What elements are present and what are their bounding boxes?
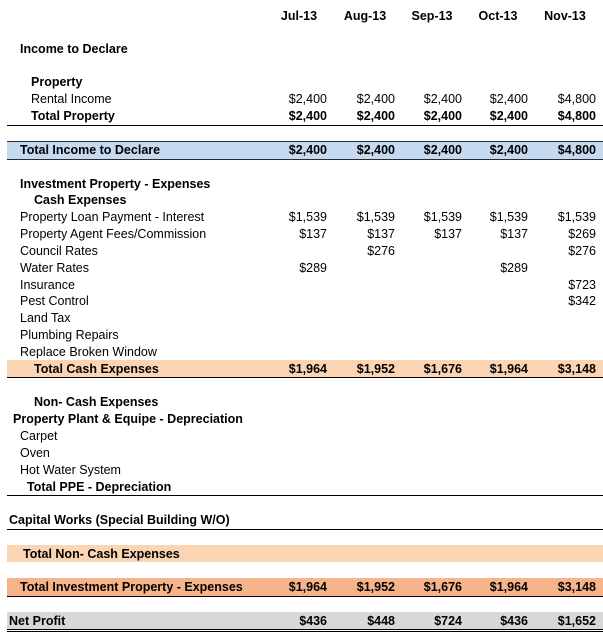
total-property-row[interactable] [0,108,603,124]
non-cash-heading-row [0,394,603,410]
cell-value: $436 [500,614,528,628]
cell-value: $1,539 [423,210,462,224]
table-row[interactable] [0,344,603,360]
cell-value: $1,676 [423,580,462,594]
property-heading-row [0,74,603,90]
cell-value: $723 [568,278,596,292]
total-income-row[interactable] [0,142,603,158]
row-label: Oven [20,446,50,460]
row-label: Pest Control [20,294,89,308]
row-label: Water Rates [20,261,90,275]
cell-value: $1,964 [489,362,528,376]
cell-value: $289 [299,261,327,275]
cell-value: $137 [434,227,462,241]
cash-heading: Cash Expenses [34,193,127,207]
cell-value: $1,539 [557,210,596,224]
cell-value: $2,400 [423,109,462,123]
row-label: Net Profit [9,614,66,628]
table-row[interactable] [0,293,603,309]
total-cash-row[interactable] [0,361,603,377]
cell-value: $1,539 [288,210,327,224]
cell-value: $137 [500,227,528,241]
cell-value: $276 [367,244,395,258]
cash-heading-row [0,192,603,208]
expenses-section-title-row [0,176,603,192]
cell-value: $2,400 [356,143,395,157]
divider [7,377,603,378]
column-header[interactable]: Oct-13 [478,9,518,23]
row-label: Total Investment Property - Expenses [20,580,243,594]
table-row[interactable] [0,428,603,444]
table-row[interactable] [0,209,603,225]
non-cash-heading: Non- Cash Expenses [34,395,159,409]
row-label: Total Property [31,109,115,123]
table-row[interactable] [0,445,603,461]
cell-value: $342 [568,294,596,308]
divider [7,529,603,530]
total-non-cash-row[interactable] [0,546,603,562]
row-label: Land Tax [20,311,71,325]
column-header[interactable]: Jul-13 [280,9,318,23]
cell-value: $1,952 [356,362,395,376]
cell-value: $2,400 [356,92,395,106]
column-header[interactable]: Sep-13 [411,9,453,23]
cell-value: $137 [367,227,395,241]
cell-value: $3,148 [557,362,596,376]
row-label: Total Non- Cash Expenses [23,547,180,561]
table-row[interactable] [0,91,603,107]
cell-value: $2,400 [423,143,462,157]
column-header[interactable]: Aug-13 [343,9,387,23]
column-header[interactable]: Nov-13 [544,9,586,23]
row-label: Council Rates [20,244,98,258]
row-label: Replace Broken Window [20,345,157,359]
cell-value: $2,400 [489,92,528,106]
cell-value: $1,676 [423,362,462,376]
divider [7,125,603,126]
table-row[interactable] [0,310,603,326]
cell-value: $2,400 [288,92,327,106]
row-label: Hot Water System [20,463,121,477]
row-label: Total Cash Expenses [34,362,159,376]
divider [7,596,603,597]
cell-value: $2,400 [489,109,528,123]
row-label: Rental Income [31,92,112,106]
row-label: Carpet [20,429,58,443]
ppe-heading-row [0,411,603,427]
table-row[interactable] [0,226,603,242]
cell-value: $724 [434,614,462,628]
divider [7,629,603,630]
income-section-title-row [0,41,603,57]
cell-value: $269 [568,227,596,241]
cell-value: $1,952 [356,580,395,594]
net-profit-row[interactable] [0,613,603,629]
cell-value: $3,148 [557,580,596,594]
total-ppe-row[interactable] [0,479,603,495]
cell-value: $276 [568,244,596,258]
table-row[interactable] [0,462,603,478]
cell-value: $2,400 [489,143,528,157]
table-row[interactable] [0,277,603,293]
cell-value: $1,652 [557,614,596,628]
cell-value: $1,539 [489,210,528,224]
cell-value: $1,964 [288,362,327,376]
table-row[interactable] [0,327,603,343]
cell-value: $4,800 [557,143,596,157]
row-label: Property Agent Fees/Commission [20,227,207,241]
row-label: Total Income to Declare [20,143,161,157]
row-label: Capital Works (Special Building W/O) [9,513,230,527]
row-label: Insurance [20,278,75,292]
cell-value: $1,964 [489,580,528,594]
cell-value: $2,400 [288,143,327,157]
divider [7,631,603,632]
divider [7,495,603,496]
table-row[interactable] [0,260,603,276]
cell-value: $2,400 [356,109,395,123]
cell-value: $1,539 [356,210,395,224]
cell-value: $2,400 [288,109,327,123]
cell-value: $436 [299,614,327,628]
cell-value: $289 [500,261,528,275]
income-section-title: Income to Declare [20,42,128,56]
cell-value: $448 [367,614,395,628]
table-row[interactable] [0,243,603,259]
row-label: Property Loan Payment - Interest [20,210,205,224]
cell-value: $4,800 [557,109,596,123]
ppe-heading: Property Plant & Equipe - Depreciation [13,412,243,426]
capital-works-row[interactable] [0,512,603,528]
cell-value: $137 [299,227,327,241]
property-heading: Property [31,75,83,89]
row-label: Total PPE - Depreciation [27,480,172,494]
row-label: Plumbing Repairs [20,328,119,342]
cell-value: $2,400 [423,92,462,106]
total-investment-row[interactable] [0,579,603,595]
cell-value: $1,964 [288,580,327,594]
cell-value: $4,800 [557,92,596,106]
expenses-section-title: Investment Property - Expenses [20,177,211,191]
